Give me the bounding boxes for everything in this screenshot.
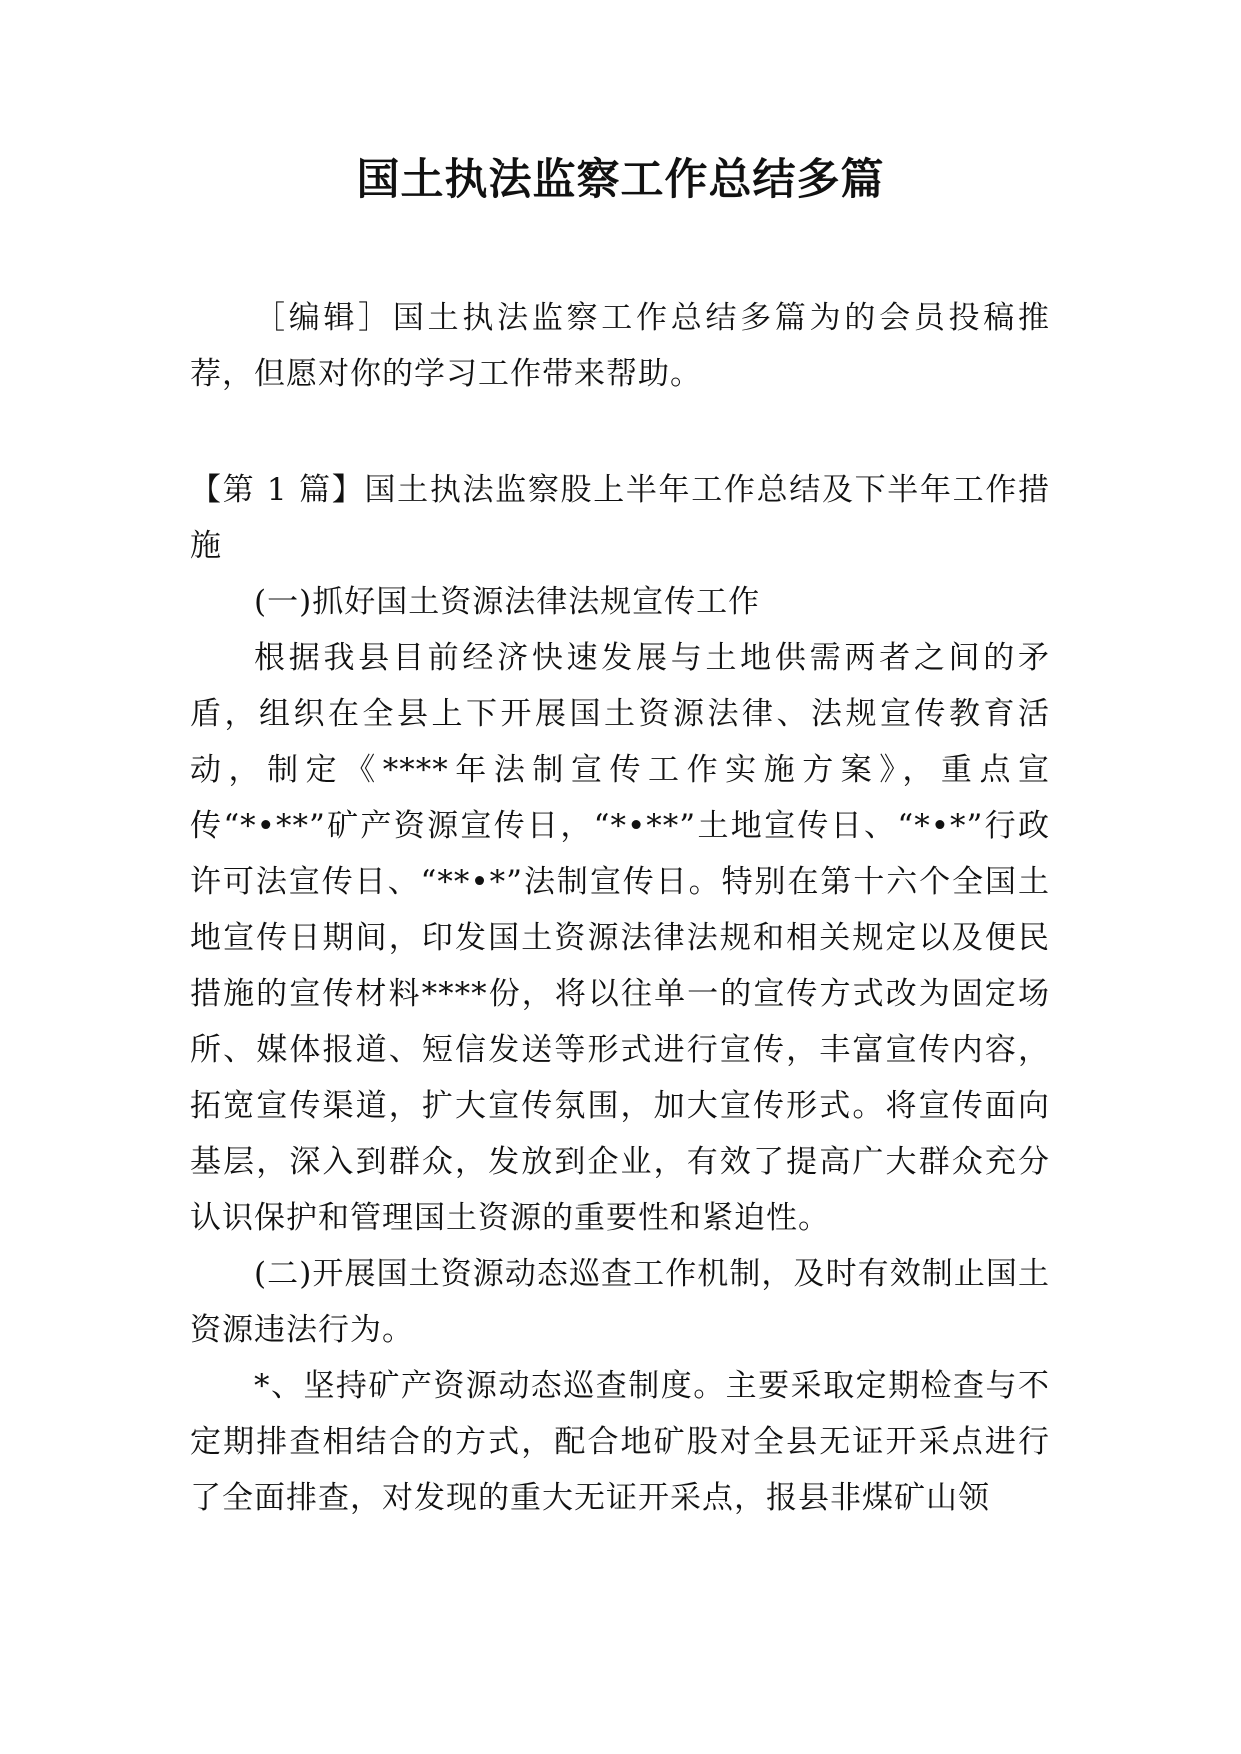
section-2-item-1: *、坚持矿产资源动态巡查制度。主要采取定期检查与不定期排查相结合的方式，配合地矿股对全县无证开采点进行了全面排查，对发现的重大无证开采点，报县非煤矿山领 (190, 1368, 1050, 1516)
intro-paragraph: ［编辑］国土执法监察工作总结多篇为的会员投稿推荐，但愿对你的学习工作带来帮助。 (190, 300, 1050, 392)
document-title: 国土执法监察工作总结多篇 (356, 155, 885, 205)
section-1-heading: (一)抓好国土资源法律法规宣传工作 (254, 584, 761, 620)
article-heading: 【第 1 篇】国土执法监察股上半年工作总结及下半年工作措施 (190, 472, 1050, 564)
section-2-heading: (二)开展国土资源动态巡查工作机制，及时有效制止国土资源违法行为。 (190, 1256, 1050, 1348)
section-1-body: 根据我县目前经济快速发展与土地供需两者之间的矛盾，组织在全县上下开展国土资源法律、法规宣传教育活动，制定《****年法制宣传工作实施方案》，重点宣传“*•**”矿产资源宣传日，“*•**”土地宣传日、“*•*”行政许可法宣传日、“**•*”法制宣传日。特别在第十六个全国土地宣传日期间，印发国土资源法律法规和相关规定以及便民措施的宣传材料****份，将以往单一的宣传方式改为固定场所、媒体报道、短信发送等形式进行宣传，丰富宣传内容，拓宽宣传渠道，扩大宣传氛围，加大宣传形式。将宣传面向基层，深入到群众，发放到企业，有效了提高广大群众充分认识保护和管理国土资源的重要性和紧迫性。 (190, 640, 1050, 1236)
article-section (190, 462, 1050, 1526)
